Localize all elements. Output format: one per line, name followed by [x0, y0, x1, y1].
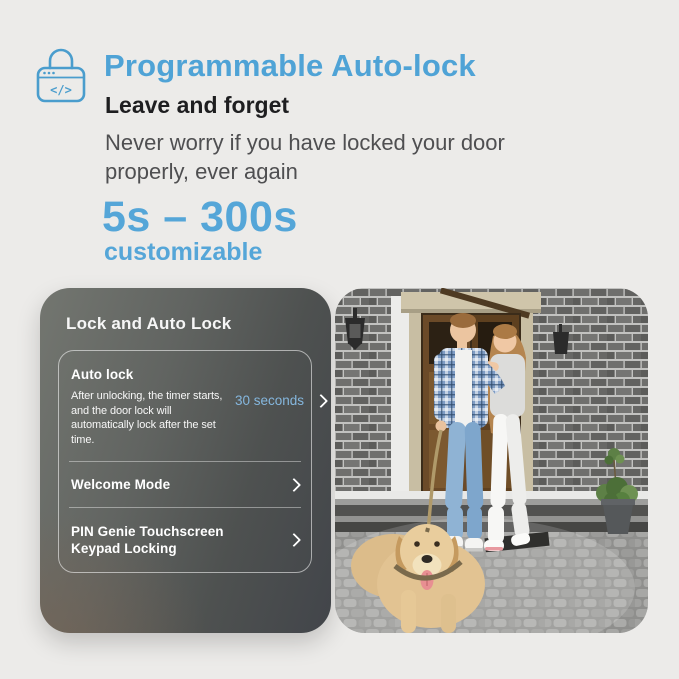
auto-lock-description: After unlocking, the timer starts, and the door lock will automatically lock after the set time. — [71, 390, 223, 446]
auto-lock-value: 30 seconds — [235, 393, 305, 408]
page-description: Never worry if you have locked your door properly, ever again — [105, 130, 505, 184]
chevron-right-icon — [287, 533, 301, 547]
page-title: Programmable Auto-lock — [104, 48, 476, 83]
welcome-mode-label: Welcome Mode — [71, 477, 171, 492]
range-value: 5s – 300s — [102, 193, 298, 241]
settings-panel-title: Lock and Auto Lock — [66, 314, 232, 333]
auto-lock-row[interactable] — [59, 351, 311, 461]
lifestyle-photo — [335, 288, 648, 633]
pin-genie-row[interactable] — [59, 508, 311, 572]
settings-card — [58, 350, 312, 573]
chevron-right-icon — [287, 477, 301, 491]
chevron-right-icon — [314, 393, 328, 407]
pin-genie-label: PIN Genie Touchscreen Keypad Locking — [71, 524, 224, 556]
page-subtitle: Leave and forget — [105, 92, 290, 118]
code-glyph: </> — [50, 83, 72, 97]
code-lock-icon — [32, 45, 90, 105]
welcome-mode-row[interactable] — [59, 462, 311, 507]
lock-settings-panel — [40, 288, 331, 633]
auto-lock-label: Auto lock — [71, 367, 134, 382]
photo-illustration — [335, 288, 648, 633]
range-label: customizable — [104, 238, 263, 266]
